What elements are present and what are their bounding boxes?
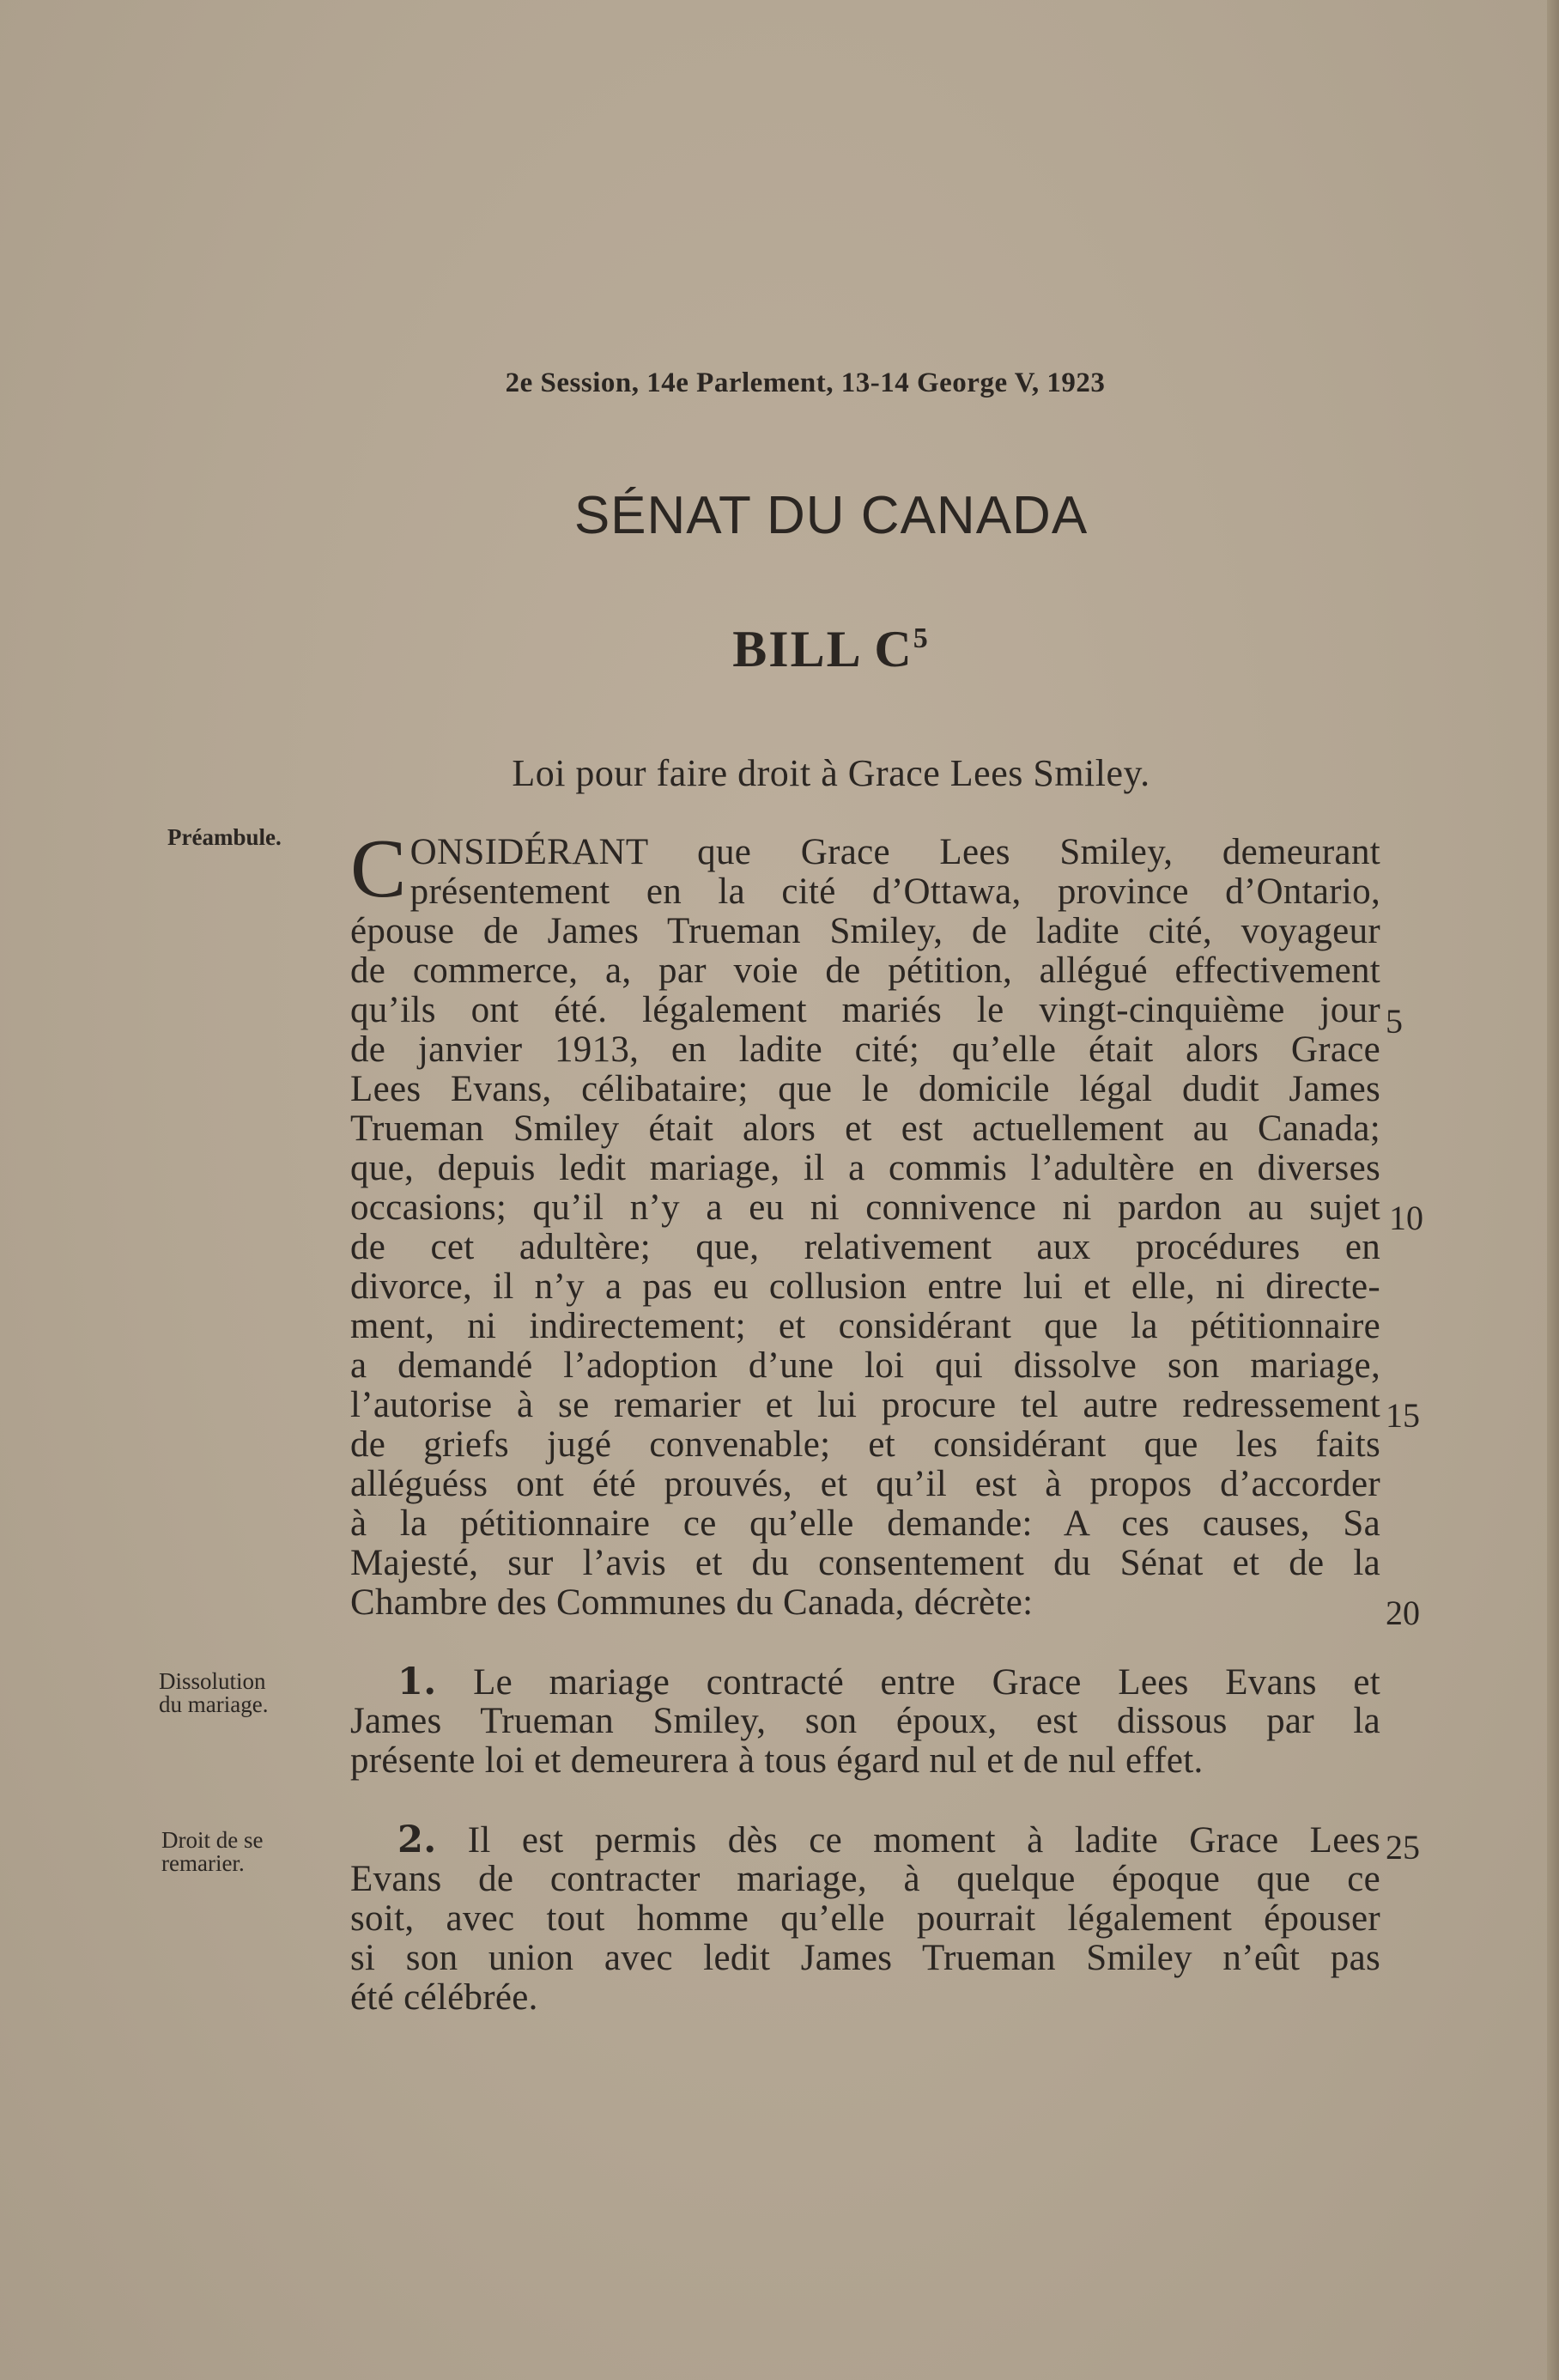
preamble-line: Chambre des Communes du Canada, décrète: <box>350 1582 1034 1623</box>
preamble-line: l’autorise à se remarier et lui procure tel autre redressement <box>350 1385 1380 1425</box>
margin-note-droit-line2: remarier. <box>161 1850 245 1876</box>
section-2-line <box>350 1820 1380 1860</box>
bill-label: BILL C <box>732 621 913 677</box>
margin-note-dissolution-line2: du mariage. <box>159 1691 269 1717</box>
preamble-line: alléguéss ont été prouvés, et qu’il est à propos d’accorder <box>350 1464 1380 1504</box>
preamble-line: Trueman Smiley était alors et est actuellement au Canada; <box>350 1108 1380 1149</box>
margin-note-preamble: Préambule. <box>167 824 282 850</box>
line-number: 20 <box>1386 1594 1420 1632</box>
preamble-line: qu’ils ont été. légalement mariés le vingt-cinquième jour <box>350 990 1380 1030</box>
margin-note-dissolution <box>159 1670 331 1716</box>
page-edge <box>1547 0 1559 2380</box>
preamble-line: de griefs jugé convenable; et considérant que les faits <box>350 1424 1380 1465</box>
preamble-line: de cet adultère; que, relativement aux procédures en <box>350 1227 1380 1267</box>
section-1-line: présente loi et demeurera à tous égard nul et de nul effet. <box>350 1740 1204 1781</box>
preamble-line: de commerce, a, par voie de pétition, allégué effectivement <box>350 950 1380 991</box>
section-2-line: soit, avec tout homme qu’elle pourrait légalement épouser <box>350 1898 1380 1939</box>
preamble-line: ment, ni indirectement; et considérant que la pétitionnaire <box>350 1306 1380 1346</box>
section-2-line: Evans de contracter mariage, à quelque époque que ce <box>350 1859 1380 1899</box>
preamble-line: à la pétitionnaire ce qu’elle demande: A ces causes, Sa <box>350 1503 1380 1544</box>
section-2-line-text: Il est permis dès ce moment à ladite Grace Lees <box>467 1820 1380 1861</box>
section-1-line-text: Le mariage contracté entre Grace Lees Evans et <box>473 1662 1380 1703</box>
margin-note-droit <box>161 1829 333 1875</box>
drop-cap: C <box>350 823 407 915</box>
preamble-line: présentement en la cité d’Ottawa, province d’Ontario, <box>409 871 1380 912</box>
margin-note-dissolution-line1: Dissolution <box>159 1668 266 1694</box>
preamble-line: que, depuis ledit mariage, il a commis l’adultère en diverses <box>350 1148 1380 1188</box>
section-1-line: James Trueman Smiley, son époux, est dissous par la <box>350 1701 1380 1741</box>
preamble-line: Majesté, sur l’avis et du consentement du Sénat et de la <box>350 1543 1380 1583</box>
margin-note-droit-line1: Droit de se <box>161 1827 264 1853</box>
preamble-line: de janvier 1913, en ladite cité; qu’elle était alors Grace <box>350 1029 1380 1070</box>
preamble-line: épouse de James Trueman Smiley, de ladite cité, voyageur <box>350 911 1380 951</box>
section-2-line: été célébrée. <box>350 1977 538 2018</box>
section-2-number: 2. <box>397 1818 437 1861</box>
line-number: 5 <box>1386 1002 1403 1041</box>
preamble-line: a demandé l’adoption d’une loi qui dissolve son mariage, <box>350 1345 1380 1386</box>
line-number: 25 <box>1386 1828 1420 1867</box>
preamble-line: divorce, il n’y a pas eu collusion entre lui et elle, ni directe- <box>350 1266 1380 1307</box>
session-line: 2e Session, 14e Parlement, 13-14 George V, 1923 <box>505 367 1106 398</box>
section-1 <box>350 1662 1380 1781</box>
bill-number <box>0 620 1559 679</box>
section-1-number: 1. <box>397 1661 437 1703</box>
section-1-line <box>350 1662 1380 1702</box>
line-number: 10 <box>1389 1199 1423 1237</box>
institution-title: SÉNAT DU CANADA <box>573 486 1089 545</box>
preamble-line: ONSIDÉRANT que Grace Lees Smiley, demeurant <box>409 832 1380 872</box>
section-2 <box>350 1820 1380 2018</box>
section-2-line: si son union avec ledit James Trueman Smiley n’eût pas <box>350 1938 1380 1978</box>
bill-title: Loi pour faire droit à Grace Lees Smiley. <box>512 752 1150 794</box>
preamble-line: Lees Evans, célibataire; que le domicile légal dudit James <box>350 1069 1380 1109</box>
preamble-line: occasions; qu’il n’y a eu ni connivence ni pardon au sujet <box>350 1187 1380 1228</box>
line-number: 15 <box>1386 1396 1420 1435</box>
bill-superscript: 5 <box>913 622 930 654</box>
preamble-paragraph <box>350 823 1380 1623</box>
